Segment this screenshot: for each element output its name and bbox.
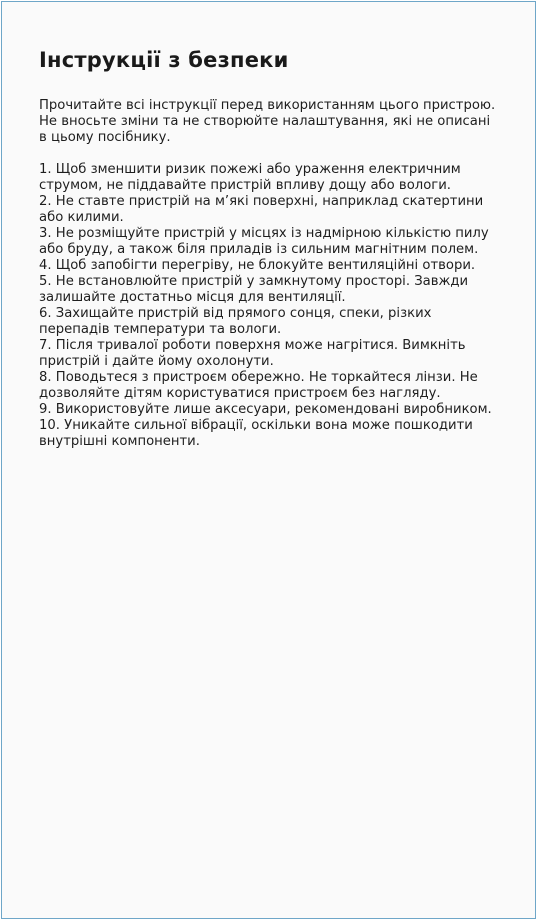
instruction-item: 9. Використовуйте лише аксесуари, рекомендовані виробником. — [39, 402, 492, 417]
instruction-item: 3. Не розміщуйте пристрій у місцях із надмірною кількістю пилу або бруду, а також біля приладів із сильним магнітним полем. — [39, 226, 489, 257]
instruction-item: 10. Уникайте сильної вібрації, оскільки вона може пошкодити внутрішні компоненти. — [39, 418, 473, 449]
instruction-item: 1. Щоб зменшити ризик пожежі або ураження електричним струмом, не піддавайте пристрій впливу дощу або вологи. — [39, 162, 461, 193]
document-title: Інструкції з безпеки — [39, 48, 289, 72]
safety-instructions-list — [39, 162, 501, 450]
document-page — [1, 1, 536, 919]
instruction-item: 5. Не встановлюйте пристрій у замкнутому просторі. Завжди залишайте достатньо місця для вентиляції. — [39, 274, 469, 305]
instruction-item: 6. Захищайте пристрій від прямого сонця, спеки, різких перепадів температури та вологи. — [39, 306, 432, 337]
instruction-item: 8. Поводьтеся з пристроєм обережно. Не торкайтеся лінзи. Не дозволяйте дітям користуватися пристроєм без нагляду. — [39, 370, 478, 401]
instruction-item: 2. Не ставте пристрій на м’які поверхні, наприклад скатертини або килими. — [39, 194, 484, 225]
instruction-item: 7. Після тривалої роботи поверхня може нагрітися. Вимкніть пристрій і дайте йому охолонути. — [39, 338, 466, 369]
intro-paragraph: Прочитайте всі інструкції перед використанням цього пристрою. Не вносьте зміни та не створюйте налаштування, які не описані в цьому посібнику. — [39, 98, 496, 145]
instruction-item: 4. Щоб запобігти перегріву, не блокуйте вентиляційні отвори. — [39, 258, 476, 273]
document-content — [39, 46, 501, 450]
